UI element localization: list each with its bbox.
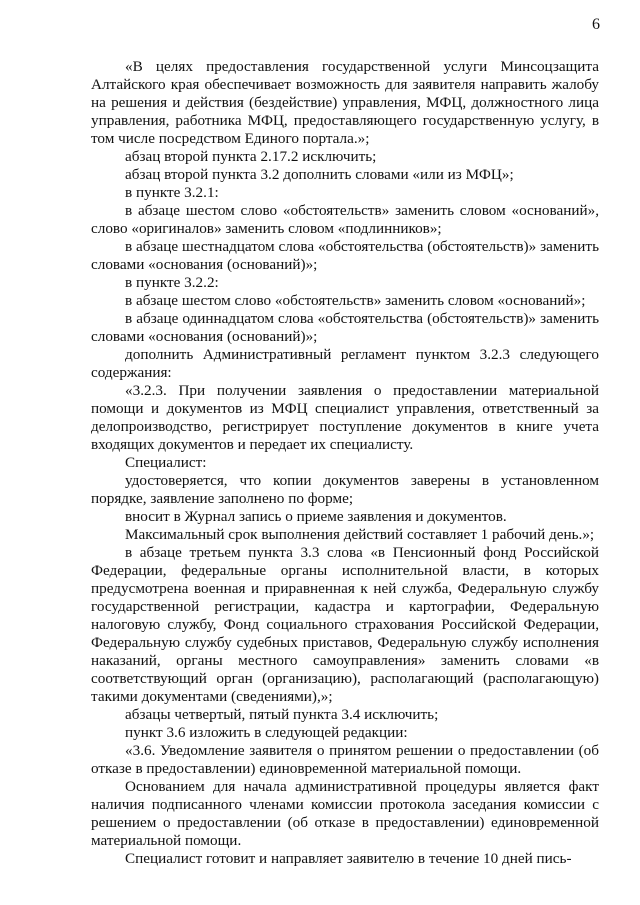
paragraph: Максимальный срок выполнения действий составляет 1 рабочий день.»; [125,526,595,543]
page-number: 6 [592,16,600,33]
paragraph: Основанием для начала административной процедуры является факт наличия подписанного членами комиссии протокола заседания комиссии с решением о предоставлении (об отказе в предоставлении) единовременной материальной помощи. [91,778,599,849]
paragraph: вносит в Журнал запись о приеме заявления и документов. [125,508,507,525]
paragraph: абзацы четвертый, пятый пункта 3.4 исключить; [125,706,439,723]
paragraph: пункт 3.6 изложить в следующей редакции: [125,724,408,741]
paragraph: в абзаце шестнадцатом слова «обстоятельства (обстоятельств)» заменить словами «основания (оснований)»; [91,238,599,273]
paragraph: в пункте 3.2.1: [125,184,219,201]
paragraph: «3.2.3. При получении заявления о предоставлении материальной помощи и документов из МФЦ специалист управления, ответственный за делопроизводство, регистрирует поступление документов в книге учета входящих документов и передает их специалисту. [91,382,599,453]
paragraph: дополнить Административный регламент пунктом 3.2.3 следующего содержания: [91,346,599,381]
paragraph: в абзаце шестом слово «обстоятельств» заменить словом «оснований», слово «оригиналов» заменить словом «подлинников»; [91,202,599,237]
paragraph: в абзаце одиннадцатом слова «обстоятельства (обстоятельств)» заменить словами «основания (оснований)»; [91,310,599,345]
paragraph: абзац второй пункта 3.2 дополнить словами «или из МФЦ»; [125,166,514,183]
paragraph: удостоверяется, что копии документов заверены в установленном порядке, заявление заполнено по форме; [91,472,599,507]
paragraph: абзац второй пункта 2.17.2 исключить; [125,148,377,165]
paragraph: «3.6. Уведомление заявителя о принятом решении о предоставлении (об отказе в предоставлении) единовременной материальной помощи. [91,742,599,777]
paragraph: Специалист готовит и направляет заявителю в течение 10 дней пись- [125,850,572,867]
paragraph: «В целях предоставления государственной услуги Минсоцзащита Алтайского края обеспечивает возможность для заявителя направить жалобу на решения и действия (бездействие) управления, МФЦ, должностного лица управления, работника МФЦ, предоставляющего государственную услугу, в том числе посредством Единого портала.»; [91,58,599,147]
paragraph: Специалист: [125,454,207,471]
document-body [91,58,599,868]
paragraph: в пункте 3.2.2: [125,274,219,291]
paragraph: в абзаце шестом слово «обстоятельств» заменить словом «оснований»; [125,292,586,309]
paragraph: в абзаце третьем пункта 3.3 слова «в Пенсионный фонд Российской Федерации, федеральные органы исполнительной власти, в которых предусмотрена военная и приравненная к ней служба, Федеральную службу государственной регистрации, кадастра и картографии, Федеральную налоговую службу, Фонд социального страхования Российской Федерации, Федеральную службу судебных приставов, Федеральную службу исполнения наказаний, органы местного самоуправления» заменить словами «в соответствующий орган (организацию), располагающий (располагающую) такими документами (сведениями),»; [91,544,599,705]
